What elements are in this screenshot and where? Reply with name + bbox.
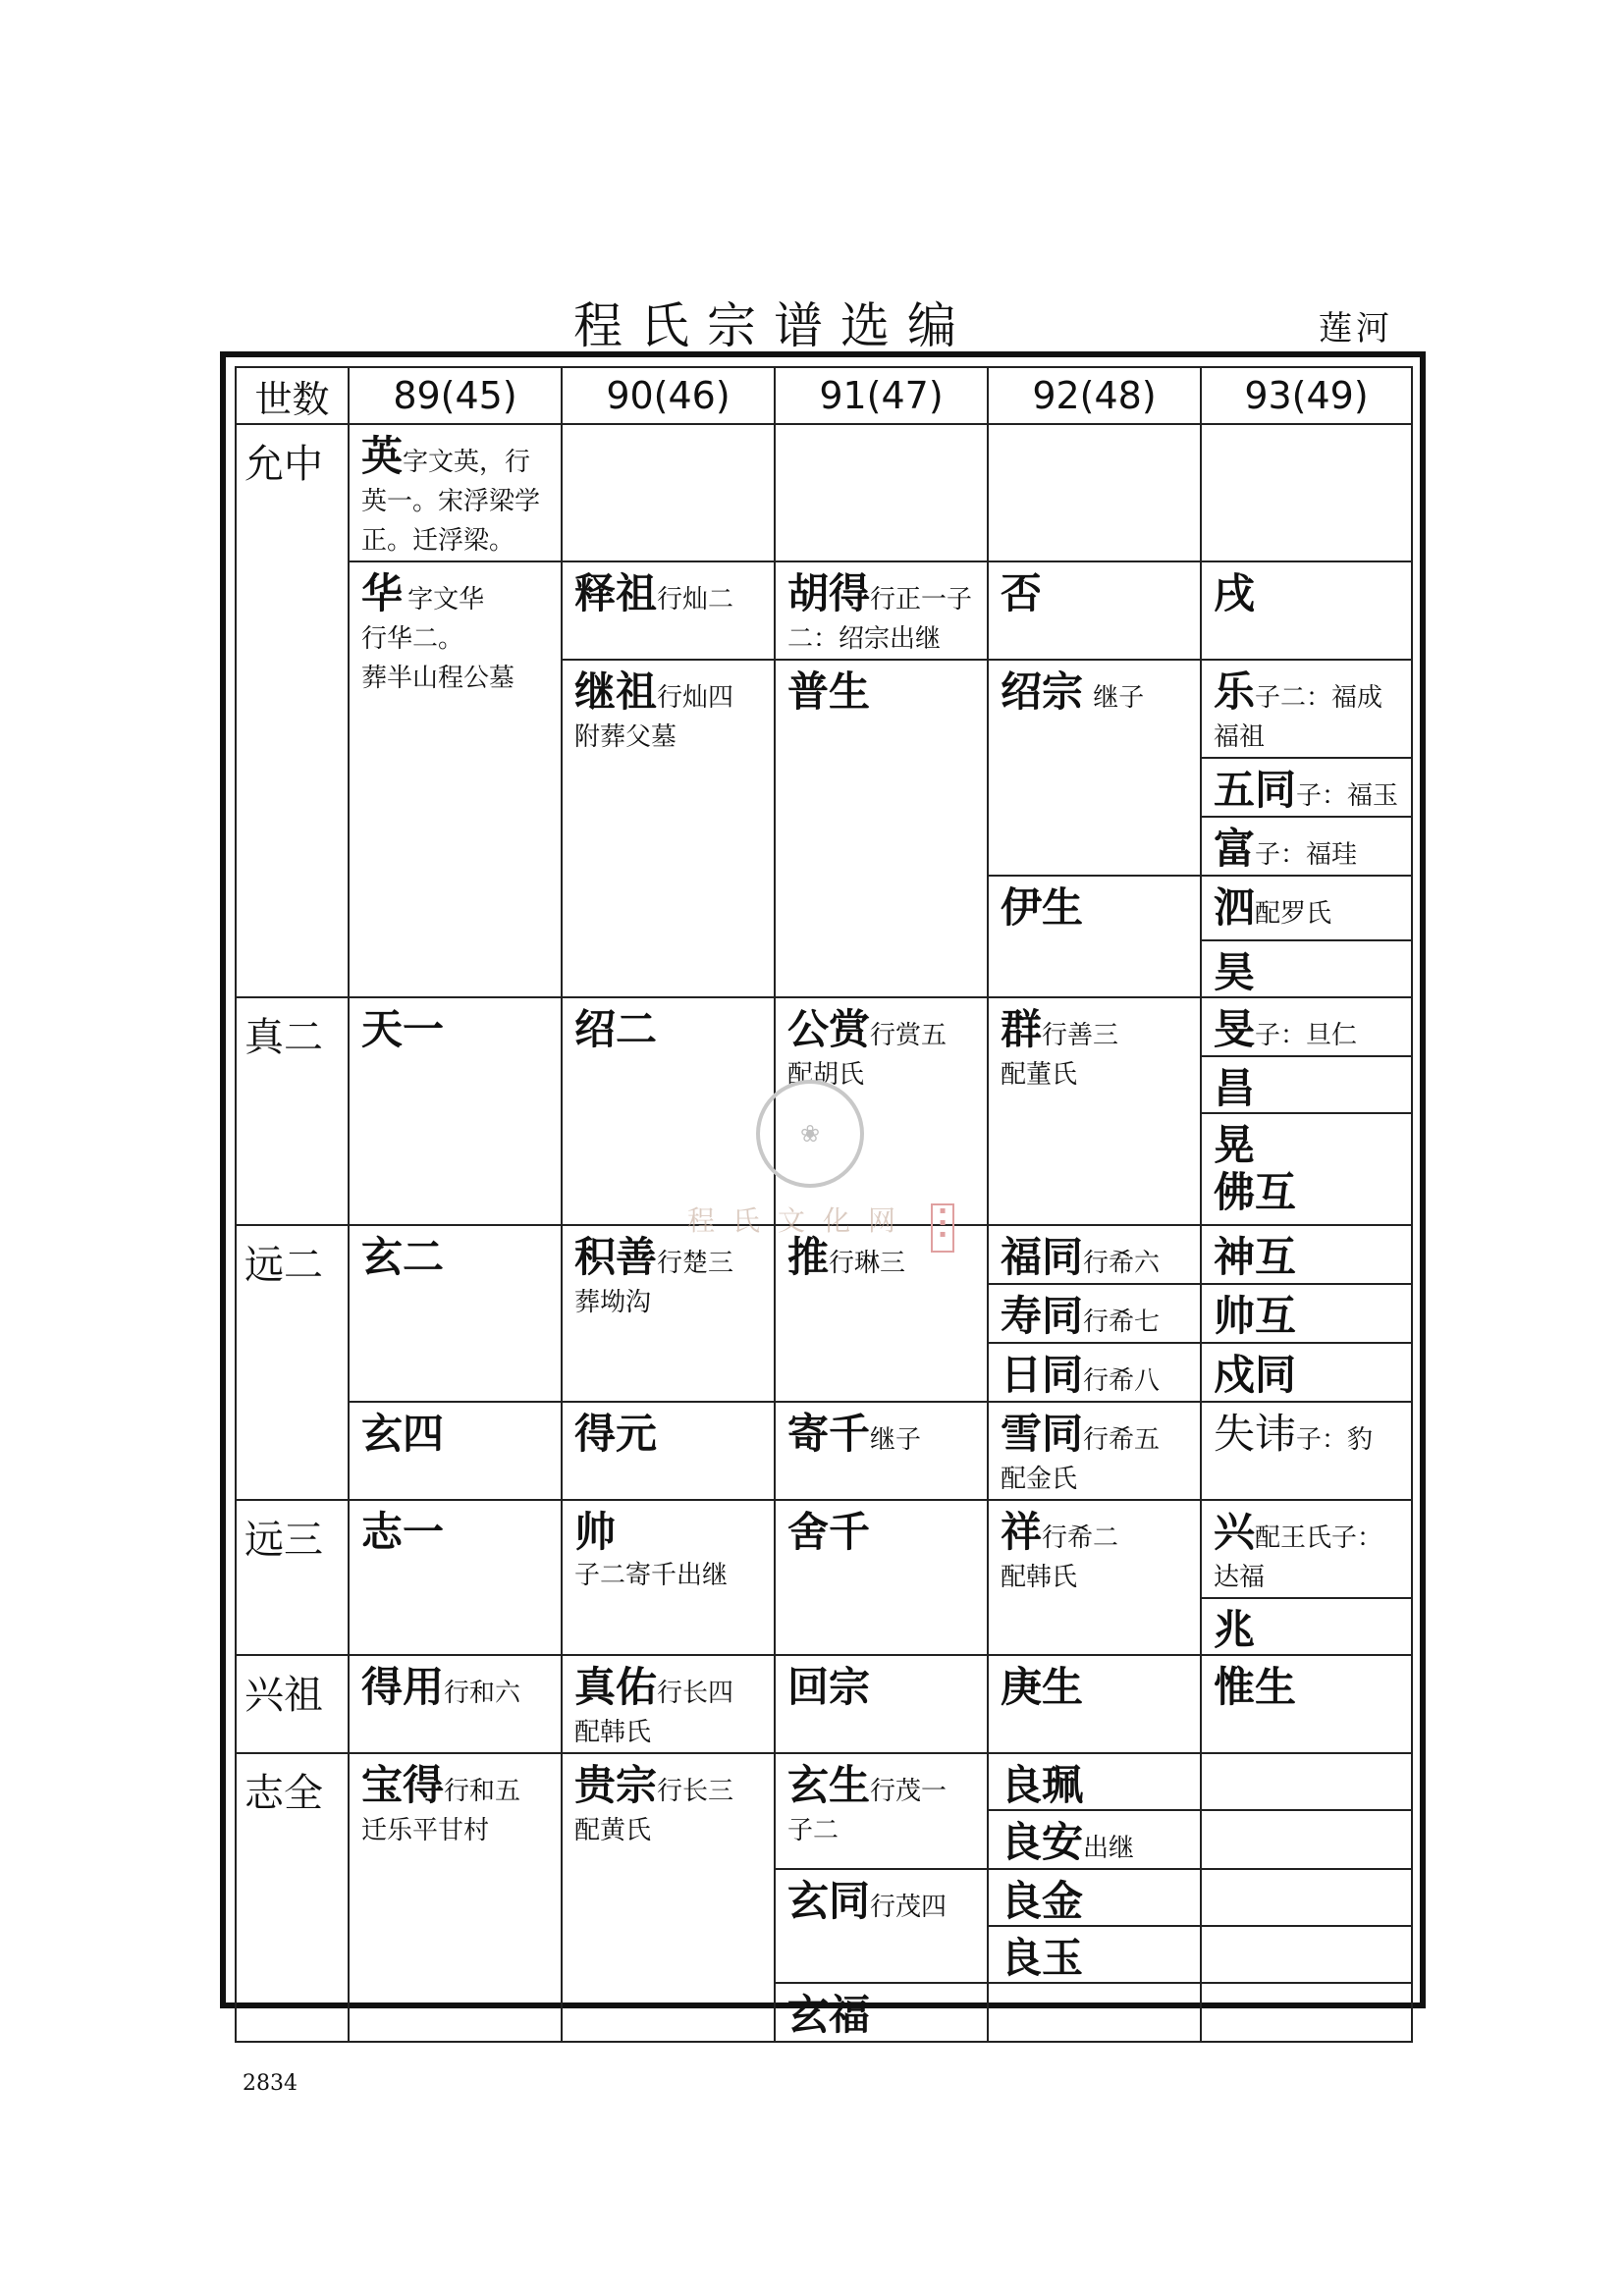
gen-label: 志全 bbox=[236, 1753, 349, 2042]
person-note: 子二 bbox=[787, 1816, 839, 1845]
person-note: 行茂四 bbox=[870, 1893, 947, 1922]
gen-label: 真二 bbox=[236, 997, 349, 1225]
person-note: 行希六 bbox=[1083, 1249, 1161, 1278]
person-name: 雪同 bbox=[1001, 1410, 1084, 1458]
person-cell bbox=[349, 561, 562, 997]
person-name: 普生 bbox=[787, 667, 871, 716]
person-name: 志一 bbox=[361, 1508, 445, 1556]
watermark-text: 程氏文化网 bbox=[687, 1204, 914, 1237]
person-name: 否 bbox=[1001, 569, 1043, 617]
col-header-90: 90(46) bbox=[562, 367, 775, 424]
person-name: 佛互 bbox=[1214, 1168, 1297, 1216]
person-name: 旻 bbox=[1214, 1005, 1256, 1053]
person-name: 贵宗 bbox=[574, 1761, 658, 1809]
person-name: 神互 bbox=[1214, 1233, 1297, 1281]
person-name: 舍千 bbox=[787, 1508, 871, 1556]
person-cell bbox=[562, 997, 775, 1225]
person-note: 子二：福成福祖 bbox=[1214, 683, 1383, 752]
gen-label: 远三 bbox=[236, 1500, 349, 1655]
empty-cell bbox=[1201, 1983, 1412, 2042]
person-cell bbox=[775, 1225, 988, 1402]
person-note: 迁乐平甘村 bbox=[361, 1816, 490, 1845]
person-name: 日同 bbox=[1001, 1351, 1084, 1399]
page-title: 程氏宗谱选编 bbox=[573, 297, 974, 354]
person-cell bbox=[562, 1655, 775, 1753]
person-name: 富 bbox=[1214, 825, 1256, 873]
col-header-92: 92(48) bbox=[988, 367, 1201, 424]
person-name: 寿同 bbox=[1001, 1292, 1084, 1340]
person-cell bbox=[349, 1655, 562, 1753]
genealogy-frame bbox=[220, 351, 1426, 2039]
person-cell bbox=[775, 1655, 988, 1753]
person-name: 帅 bbox=[574, 1508, 617, 1556]
person-cell bbox=[349, 424, 562, 561]
person-cell bbox=[988, 660, 1201, 876]
page-number: 2834 bbox=[243, 2071, 298, 2096]
person-cell bbox=[988, 1343, 1201, 1402]
person-name: 寄千 bbox=[787, 1410, 871, 1458]
person-note: 继子 bbox=[1093, 683, 1145, 713]
person-cell bbox=[988, 1500, 1201, 1655]
person-name: 伊生 bbox=[1001, 883, 1084, 932]
person-cell bbox=[775, 1753, 988, 1869]
header-row bbox=[236, 367, 1412, 424]
person-cell bbox=[775, 1500, 988, 1655]
person-cell bbox=[1201, 1402, 1412, 1500]
person-note: 行茂一 bbox=[870, 1777, 947, 1806]
empty-cell bbox=[1201, 1810, 1412, 1869]
person-note: 配董氏 bbox=[1001, 1060, 1078, 1090]
person-cell bbox=[349, 997, 562, 1225]
person-name: 玄福 bbox=[787, 1991, 871, 2039]
person-name: 玄同 bbox=[787, 1877, 871, 1925]
gen-label: 允中 bbox=[236, 424, 349, 997]
col-header-89: 89(45) bbox=[349, 367, 562, 424]
person-cell bbox=[562, 561, 775, 660]
person-name: 惟生 bbox=[1214, 1663, 1297, 1711]
person-cell bbox=[988, 1402, 1201, 1500]
empty-cell bbox=[988, 424, 1201, 561]
person-name: 胡得 bbox=[787, 569, 871, 617]
person-cell bbox=[988, 876, 1201, 997]
person-name: 昌 bbox=[1214, 1064, 1256, 1112]
person-name: 天一 bbox=[361, 1005, 445, 1053]
col-header-91: 91(47) bbox=[775, 367, 988, 424]
person-cell bbox=[988, 1655, 1201, 1753]
person-cell bbox=[988, 1869, 1201, 1926]
person-name: 玄生 bbox=[787, 1761, 871, 1809]
person-note: 配罗氏 bbox=[1255, 899, 1332, 929]
person-name: 庚生 bbox=[1001, 1663, 1084, 1711]
person-cell bbox=[349, 1753, 562, 2042]
person-cell bbox=[349, 1500, 562, 1655]
empty-cell bbox=[775, 424, 988, 561]
person-name: 华 bbox=[361, 569, 404, 617]
empty-cell bbox=[1201, 1753, 1412, 1810]
person-cell bbox=[1201, 1598, 1412, 1655]
genealogy-table bbox=[235, 366, 1413, 2043]
person-cell bbox=[1201, 1343, 1412, 1402]
person-note: 字文华 bbox=[407, 585, 485, 614]
person-cell bbox=[562, 1402, 775, 1500]
person-cell bbox=[988, 1810, 1201, 1869]
person-name: 推 bbox=[787, 1233, 830, 1281]
person-cell bbox=[1201, 1056, 1412, 1113]
person-note: 配胡氏 bbox=[787, 1060, 865, 1090]
person-note: 行正一子二：绍宗出继 bbox=[787, 585, 973, 654]
person-note: 子：福珪 bbox=[1255, 840, 1358, 870]
person-name: 得用 bbox=[361, 1663, 445, 1711]
person-cell bbox=[775, 997, 988, 1225]
person-cell bbox=[1201, 1225, 1412, 1284]
person-name: 绍二 bbox=[574, 1005, 658, 1053]
person-cell bbox=[1201, 561, 1412, 660]
person-note: 继子 bbox=[870, 1425, 922, 1455]
person-note: 子：福玉 bbox=[1296, 781, 1399, 811]
person-note: 行希七 bbox=[1083, 1308, 1161, 1337]
empty-cell bbox=[1201, 424, 1412, 561]
person-note: 行华二。 bbox=[361, 624, 464, 654]
person-note: 行琳三 bbox=[829, 1249, 906, 1278]
person-cell bbox=[1201, 1655, 1412, 1753]
empty-cell bbox=[562, 424, 775, 561]
person-cell bbox=[988, 997, 1201, 1225]
empty-cell bbox=[1201, 1869, 1412, 1926]
person-name: 兆 bbox=[1214, 1606, 1256, 1654]
person-cell bbox=[1201, 876, 1412, 940]
person-name: 戍同 bbox=[1214, 1351, 1297, 1399]
person-note: 行和五 bbox=[444, 1777, 521, 1806]
person-cell bbox=[775, 1869, 988, 1983]
person-name: 玄二 bbox=[361, 1233, 445, 1281]
person-note: 行楚三 bbox=[657, 1249, 734, 1278]
person-name: 福同 bbox=[1001, 1233, 1084, 1281]
empty-cell bbox=[988, 1983, 1201, 2042]
person-note: 葬半山程公墓 bbox=[361, 664, 515, 693]
person-note: 子：旦仁 bbox=[1255, 1021, 1358, 1050]
person-note: 行善三 bbox=[1042, 1021, 1119, 1050]
person-name: 兴 bbox=[1214, 1508, 1256, 1556]
person-note: 行希八 bbox=[1083, 1366, 1161, 1396]
person-note: 行长三 bbox=[657, 1777, 734, 1806]
person-name: 晃 bbox=[1214, 1121, 1256, 1169]
person-name: 群 bbox=[1001, 1005, 1043, 1053]
empty-cell bbox=[1201, 1926, 1412, 1983]
person-note: 配韩氏 bbox=[574, 1718, 652, 1747]
person-name: 积善 bbox=[574, 1233, 658, 1281]
watermark-seal: ❀ bbox=[756, 1080, 864, 1188]
col-header-generation: 世数 bbox=[236, 367, 349, 424]
person-note: 子二寄千出继 bbox=[574, 1561, 729, 1590]
person-name: 良珮 bbox=[1001, 1761, 1084, 1809]
person-cell bbox=[562, 660, 775, 997]
person-cell bbox=[1201, 940, 1412, 997]
person-cell bbox=[349, 1402, 562, 1500]
person-name: 泗 bbox=[1214, 883, 1256, 932]
person-name: 乐 bbox=[1214, 667, 1256, 716]
person-note: 配王氏子：达福 bbox=[1214, 1523, 1383, 1592]
person-name: 戌 bbox=[1214, 569, 1256, 617]
person-name: 释祖 bbox=[574, 569, 658, 617]
person-cell bbox=[349, 1225, 562, 1402]
person-name: 宝得 bbox=[361, 1761, 445, 1809]
person-cell bbox=[988, 1225, 1201, 1284]
person-cell bbox=[988, 561, 1201, 660]
place-label: 莲河 bbox=[1319, 309, 1393, 348]
person-cell bbox=[1201, 1284, 1412, 1343]
person-cell bbox=[1201, 660, 1412, 758]
person-name: 继祖 bbox=[574, 667, 658, 716]
person-note: 附葬父墓 bbox=[574, 722, 677, 752]
person-name: 绍宗 bbox=[1001, 667, 1084, 716]
person-note: 配韩氏 bbox=[1001, 1563, 1078, 1592]
person-name: 得元 bbox=[574, 1410, 658, 1458]
person-cell bbox=[562, 1753, 775, 2042]
person-cell bbox=[1201, 997, 1412, 1056]
person-note: 字文英，行英一。宋浮梁学正。迁浮梁。 bbox=[361, 448, 541, 556]
person-note: 行灿二 bbox=[657, 585, 734, 614]
person-name: 帅互 bbox=[1214, 1292, 1297, 1340]
person-cell bbox=[1201, 1500, 1412, 1598]
person-cell bbox=[1201, 817, 1412, 876]
person-name: 英 bbox=[361, 432, 404, 480]
person-name: 公赏 bbox=[787, 1005, 871, 1053]
person-name: 良金 bbox=[1001, 1877, 1084, 1925]
person-name: 回宗 bbox=[787, 1663, 871, 1711]
watermark-stamp: ▪ ▪ ▪ bbox=[931, 1203, 954, 1253]
person-note: 行希五 bbox=[1083, 1425, 1161, 1455]
person-note: 葬坳沟 bbox=[574, 1288, 652, 1317]
person-note: 行和六 bbox=[444, 1679, 521, 1708]
person-note: 行希二 bbox=[1042, 1523, 1119, 1553]
person-name: 祥 bbox=[1001, 1508, 1043, 1556]
person-cell bbox=[775, 660, 988, 997]
person-note: 行长四 bbox=[657, 1679, 734, 1708]
col-header-93: 93(49) bbox=[1201, 367, 1412, 424]
gen-label: 兴祖 bbox=[236, 1655, 349, 1753]
person-name: 五同 bbox=[1214, 766, 1297, 814]
person-name: 良安 bbox=[1001, 1818, 1084, 1866]
person-note: 配金氏 bbox=[1001, 1465, 1078, 1494]
person-cell bbox=[562, 1225, 775, 1402]
person-name: 玄四 bbox=[361, 1410, 445, 1458]
person-cell bbox=[988, 1753, 1201, 1810]
person-cell bbox=[988, 1926, 1201, 1983]
person-name: 良玉 bbox=[1001, 1934, 1084, 1982]
person-cell bbox=[775, 561, 988, 660]
person-cell bbox=[775, 1983, 988, 2042]
person-cell bbox=[988, 1284, 1201, 1343]
person-name: 真佑 bbox=[574, 1663, 658, 1711]
person-note: 子：豹 bbox=[1296, 1425, 1374, 1455]
person-cell bbox=[1201, 758, 1412, 817]
gen-label: 远二 bbox=[236, 1225, 349, 1500]
person-name: 失讳 bbox=[1214, 1410, 1297, 1458]
person-note: 配黄氏 bbox=[574, 1816, 652, 1845]
person-note: 行赏五 bbox=[870, 1021, 947, 1050]
person-note: 行灿四 bbox=[657, 683, 734, 713]
person-note: 出继 bbox=[1083, 1834, 1135, 1863]
person-cell bbox=[1201, 1113, 1412, 1225]
person-cell bbox=[562, 1500, 775, 1655]
person-name: 昊 bbox=[1214, 948, 1256, 996]
person-cell bbox=[775, 1402, 988, 1500]
